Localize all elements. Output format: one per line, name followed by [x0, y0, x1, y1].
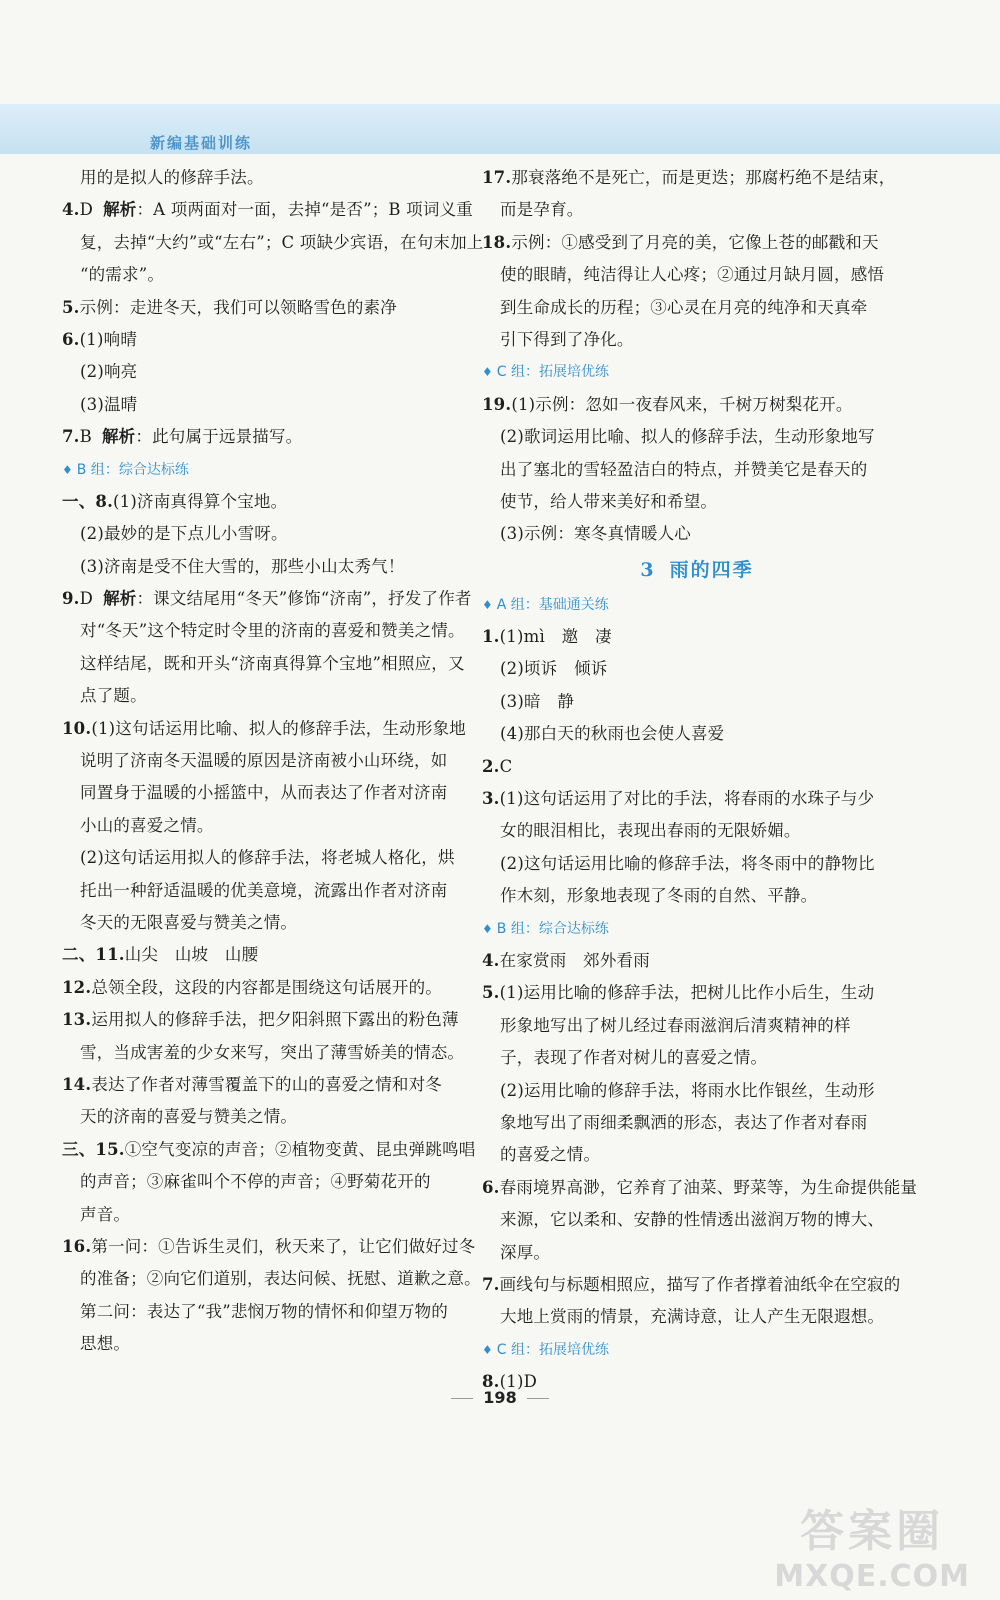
diamond-icon: ♦ — [482, 1342, 493, 1357]
answer-line — [62, 1328, 472, 1360]
answer-line — [62, 1069, 472, 1101]
question-number: 8. — [482, 1372, 500, 1392]
answer-line — [62, 615, 472, 647]
question-number: 一、8. — [62, 491, 114, 511]
answer-line — [482, 389, 912, 421]
page-rule-left — [451, 1398, 473, 1399]
question-number: 16. — [62, 1236, 92, 1256]
answer-line — [62, 162, 472, 194]
answer-line — [482, 1010, 912, 1042]
answer-line — [482, 227, 912, 259]
answer-line — [62, 1004, 472, 1036]
answer-line — [482, 162, 912, 194]
question-number: 1. — [482, 627, 500, 647]
answer-text: 大地上赏雨的情景，充满诗意，让人产生无限遐想。 — [500, 1307, 885, 1327]
answer-line — [62, 713, 472, 745]
answer-line — [482, 486, 912, 518]
left-column — [62, 162, 484, 1360]
answer-text: 小山的喜爱之情。 — [80, 815, 214, 835]
group-heading-text: C 组：拓展培优练 — [496, 1341, 609, 1358]
answer-text: (1)示例：忽如一夜春风来，千树万树梨花开。 — [511, 394, 853, 414]
answer-text: (1)济南真得算个宝地。 — [113, 491, 288, 511]
watermark-url: MXQE.COM — [774, 1559, 970, 1594]
answer-text: 同置身于温暖的小摇篮中，从而表达了作者对济南 — [80, 783, 448, 803]
answer-line — [482, 751, 912, 783]
analysis-text: ：A 项两面对一面，去掉“是否”；B 项词义重 — [136, 200, 473, 220]
answer-line — [62, 421, 472, 453]
analysis-label: 解析 — [103, 589, 137, 609]
answer-line — [482, 292, 912, 324]
answer-text: 示例：走进冬天，我们可以领略雪色的素净 — [79, 297, 397, 317]
answer-text: (2)顷诉 倾诉 — [500, 659, 608, 679]
answer-text: 表达了作者对薄雪覆盖下的山的喜爱之情和对冬 — [91, 1074, 443, 1094]
answer-line — [62, 389, 472, 421]
answer-line — [62, 324, 472, 356]
watermark-logo-text: 答案圈 — [800, 1506, 945, 1557]
answer-text: (2)这句话运用拟人的修辞手法，将老城人格化，烘 — [80, 848, 455, 868]
answer-text: 的声音；③麻雀叫个不停的声音；④野菊花开的 — [80, 1172, 431, 1192]
answer-line — [62, 1037, 472, 1069]
answer-text: 复，去掉“大约”或“左右”；C 项缺少宾语，在句末加上 — [80, 232, 484, 252]
answer-line — [62, 227, 484, 259]
answer-text: (1)mì 邀 凄 — [499, 627, 612, 647]
answer-text: (3)温晴 — [80, 394, 138, 414]
answer-line — [482, 880, 912, 912]
answer-text: 来源，它以柔和、安静的性情透出滋润万物的博大、 — [500, 1210, 885, 1230]
answer-text: 运用拟人的修辞手法，把夕阳斜照下露出的粉色薄 — [91, 1010, 459, 1030]
answer-text: 山尖 山坡 山腰 — [124, 945, 259, 965]
diamond-icon: ♦ — [62, 462, 73, 477]
answer-text: 使的眼睛，纯洁得让人心疼；②通过月缺月圆，感悟 — [500, 265, 885, 285]
analysis-text: ：课文结尾用“冬天”修饰“济南”，抒发了作者 — [136, 589, 472, 609]
answer-text: 对“冬天”这个特定时令里的济南的喜爱和赞美之情。 — [80, 621, 465, 641]
question-number: 5. — [482, 983, 500, 1003]
answer-line — [62, 1199, 472, 1231]
section-title — [482, 551, 912, 589]
answer-text: (1)运用比喻的修辞手法，把树儿比作小后生，生动 — [499, 983, 875, 1003]
answer-line — [482, 259, 912, 291]
answer-line — [482, 1042, 912, 1074]
answer-text: 的准备；②向它们道别，表达问候、抚慰、道歉之意。 — [80, 1269, 481, 1289]
answer-line — [62, 486, 472, 518]
answer-text: 子，表现了作者对树儿的喜爱之情。 — [500, 1048, 768, 1068]
answer-text: (2)最妙的是下点儿小雪呀。 — [80, 524, 288, 544]
answer-text: 声音。 — [80, 1204, 131, 1224]
answer-text: 点了题。 — [80, 686, 147, 706]
group-heading-text: A 组：基础通关练 — [496, 596, 609, 613]
answer-text: C — [499, 756, 513, 776]
question-number: 13. — [62, 1010, 92, 1030]
answer-text: 说明了济南冬天温暖的原因是济南被小山环绕，如 — [80, 751, 448, 771]
answer-line — [62, 259, 472, 291]
answer-line — [482, 421, 912, 453]
question-number: 5. — [62, 297, 80, 317]
running-header-title: 新编基础训练 — [150, 134, 253, 152]
answer-text: 用的是拟人的修辞手法。 — [80, 168, 264, 187]
answer-line — [482, 1269, 912, 1301]
answer-text: (1)这句话运用了对比的手法，将春雨的水珠子与少 — [499, 789, 875, 809]
answer-text: (2)歌词运用比喻、拟人的修辞手法，生动形象地写 — [500, 427, 875, 447]
question-number: 二、11. — [62, 945, 125, 965]
answer-line — [482, 454, 912, 486]
answer-text: 雪，当成害羞的少女来写，突出了薄雪娇美的情态。 — [80, 1042, 465, 1062]
answer-text: 托出一种舒适温暖的优美意境，流露出作者对济南 — [80, 880, 448, 900]
answer-text: 引下得到了净化。 — [500, 329, 634, 349]
question-number: 7. — [62, 427, 80, 447]
question-number: 三、15. — [62, 1139, 125, 1159]
answer-text: D — [79, 589, 94, 609]
answer-line — [62, 194, 472, 226]
answer-line — [62, 292, 472, 324]
answer-text: (3)示例：寒冬真情暖人心 — [500, 524, 691, 544]
answer-line — [62, 1231, 476, 1263]
answer-text: 总领全段，这段的内容都是围绕这句话展开的。 — [91, 977, 443, 997]
answer-line — [62, 939, 472, 971]
question-number: 9. — [62, 589, 80, 609]
question-number: 6. — [482, 1177, 500, 1197]
answer-text: (1)D — [499, 1372, 538, 1392]
group-heading-text: B 组：综合达标练 — [76, 461, 189, 478]
group-heading — [482, 913, 912, 945]
answer-line — [482, 518, 912, 550]
answer-text: D — [79, 200, 94, 220]
question-number: 4. — [482, 950, 500, 970]
analysis-text: ：此句属于远景描写。 — [135, 427, 303, 447]
analysis-label: 解析 — [103, 200, 137, 220]
group-heading — [482, 1334, 912, 1366]
question-number: 18. — [482, 232, 512, 252]
answer-line — [62, 1263, 481, 1295]
answer-line — [62, 356, 472, 388]
answer-text: (2)响亮 — [80, 362, 138, 382]
question-number: 19. — [482, 394, 512, 414]
answer-line — [62, 1296, 472, 1328]
answer-text: 深厚。 — [500, 1242, 551, 1262]
answer-text: (3)济南是受不住大雪的，那些小山太秀气！ — [80, 556, 405, 576]
answer-text: 春雨境界高渺，它养育了油菜、野菜等，为生命提供能量 — [499, 1177, 918, 1197]
answer-text: 象地写出了雨细柔飘洒的形态，表达了作者对春雨 — [500, 1112, 868, 1132]
answer-line — [482, 977, 912, 1009]
question-number: 17. — [482, 168, 512, 187]
answer-text: “的需求”。 — [80, 265, 165, 285]
answer-text: 冬天的无限喜爱与赞美之情。 — [80, 912, 298, 932]
answer-text: 使节，给人带来美好和希望。 — [500, 491, 718, 511]
question-number: 4. — [62, 200, 80, 220]
answer-line — [62, 648, 472, 680]
answer-line — [62, 907, 472, 939]
answer-text: 示例：①感受到了月亮的美，它像上苍的邮戳和天 — [511, 232, 879, 252]
answer-text: (3)暗 静 — [500, 691, 575, 711]
answer-text: 画线句与标题相照应，描写了作者撑着油纸伞在空寂的 — [499, 1274, 901, 1294]
answer-text: 出了塞北的雪轻盈洁白的特点，并赞美它是春天的 — [500, 459, 868, 479]
answer-text: 第二问：表达了“我”悲悯万物的情怀和仰望万物的 — [80, 1301, 448, 1321]
section-number: 3 — [640, 558, 656, 581]
answer-text: 形象地写出了树儿经过春雨滋润后清爽精神的样 — [500, 1015, 851, 1035]
answer-line — [482, 324, 912, 356]
answer-line — [482, 718, 912, 750]
diamond-icon: ♦ — [482, 921, 493, 936]
page-number — [0, 1388, 1000, 1407]
answer-line — [482, 1075, 912, 1107]
answer-line — [62, 1134, 476, 1166]
question-number: 7. — [482, 1274, 500, 1294]
right-column — [482, 162, 918, 1398]
answer-line — [62, 1101, 472, 1133]
answer-line — [62, 842, 472, 874]
answer-line — [482, 1172, 918, 1204]
question-number: 12. — [62, 977, 92, 997]
answer-text: 那衰落绝不是死亡，而是更迭；那腐朽绝不是结束， — [511, 168, 896, 187]
answer-line — [482, 621, 912, 653]
answer-text: 这样结尾，既和开头“济南真得算个宝地”相照应，又 — [80, 653, 465, 673]
answer-text: 的喜爱之情。 — [500, 1145, 601, 1165]
answer-line — [482, 1204, 912, 1236]
section-title-text: 雨的四季 — [669, 558, 754, 581]
answer-text: ①空气变凉的声音；②植物变黄、昆虫弹跳鸣唱 — [124, 1139, 476, 1159]
answer-line — [62, 518, 472, 550]
answer-line — [482, 815, 912, 847]
question-number: 10. — [62, 718, 92, 738]
answer-text: 作木刻，形象地表现了冬雨的自然、平静。 — [500, 886, 818, 906]
answer-line — [482, 1237, 912, 1269]
answer-text: 在家赏雨 郊外看雨 — [499, 950, 650, 970]
answer-line — [482, 1139, 912, 1171]
answer-text: 天的济南的喜爱与赞美之情。 — [80, 1107, 298, 1127]
question-number: 6. — [62, 329, 80, 349]
group-heading-text: B 组：综合达标练 — [496, 920, 609, 937]
group-heading — [482, 356, 912, 388]
answer-line — [62, 745, 472, 777]
answer-text: (2)这句话运用比喻的修辞手法，将冬雨中的静物比 — [500, 853, 875, 873]
question-number: 2. — [482, 756, 500, 776]
answer-line — [482, 653, 912, 685]
answer-line — [62, 875, 472, 907]
question-number: 3. — [482, 789, 500, 809]
answer-line — [482, 848, 912, 880]
analysis-label: 解析 — [101, 427, 136, 447]
diamond-icon: ♦ — [482, 597, 493, 612]
answer-line — [482, 945, 912, 977]
answer-line — [62, 777, 472, 809]
answer-line — [62, 551, 472, 583]
question-number: 14. — [62, 1074, 92, 1094]
answer-text: B — [79, 427, 92, 447]
answer-text: 到生命成长的历程；③心灵在月亮的纯净和天真牵 — [500, 297, 868, 317]
page-number-text: 198 — [483, 1388, 517, 1407]
answer-text: (1)这句话运用比喻、拟人的修辞手法，生动形象地 — [91, 718, 466, 738]
answer-line — [482, 783, 912, 815]
answer-line — [62, 680, 472, 712]
diamond-icon: ♦ — [482, 365, 493, 380]
answer-line — [62, 810, 472, 842]
answer-text: (4)那白天的秋雨也会使人喜爱 — [500, 724, 725, 744]
answer-line — [482, 1301, 912, 1333]
answer-line — [482, 194, 912, 226]
answer-line — [62, 1166, 472, 1198]
watermark — [774, 1495, 970, 1594]
answer-line — [482, 1107, 912, 1139]
group-heading — [62, 454, 472, 486]
page-rule-right — [527, 1398, 549, 1399]
answer-text: 女的眼泪相比，表现出春雨的无限娇媚。 — [500, 821, 801, 841]
answer-line — [482, 686, 912, 718]
answer-line — [62, 972, 472, 1004]
answer-text: (2)运用比喻的修辞手法，将雨水比作银丝，生动形 — [500, 1080, 875, 1100]
group-heading — [482, 589, 912, 621]
answer-text: 而是孕育。 — [500, 200, 584, 220]
answer-text: 思想。 — [80, 1334, 131, 1354]
answer-line — [62, 583, 472, 615]
answer-text: 第一问：①告诉生灵们，秋天来了，让它们做好过冬 — [91, 1236, 476, 1256]
answer-text: (1)响晴 — [79, 329, 138, 349]
group-heading-text: C 组：拓展培优练 — [496, 364, 609, 381]
